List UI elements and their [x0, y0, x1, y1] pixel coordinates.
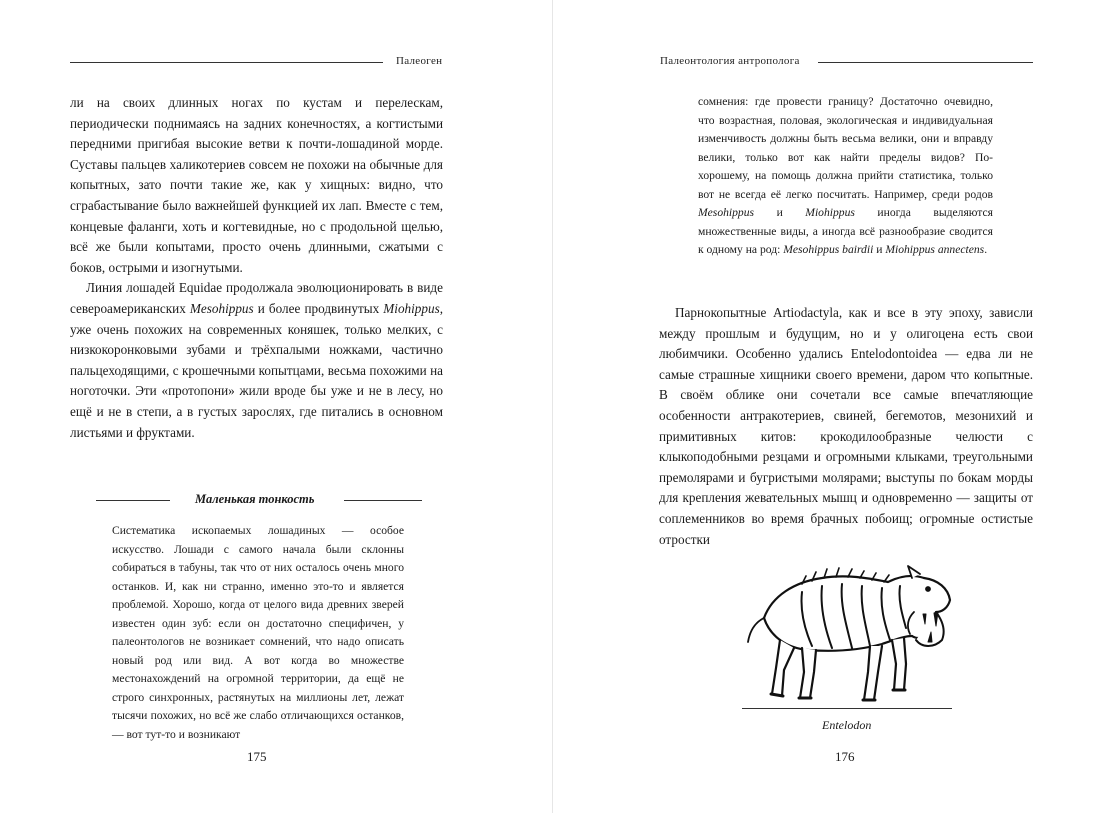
- italic-text: Miohippus: [805, 206, 855, 219]
- paragraph: [112, 522, 404, 744]
- text-run: Линия лошадей Equidae продолжала эволюционировать в виде североамериканских: [70, 280, 443, 316]
- text-run: и более продвинутых: [253, 300, 384, 316]
- left-sidebar-box-text: [112, 522, 404, 744]
- text-run: Систематика ископаемых лошадиных — особое искусство. Лошади с самого начала были склонны собираться в табуны, так что от них осталось очень много останков. И, как ни странно, именно это-то и является проблемой. Хорошо, когда от целого вида древних зверей известен один зуб: если он достаточно специфичен, у палеонтологов не возникает сомнений, что надо описать новый род или вид. А вот когда во множестве местонахождений на огромной территории, да ещё не строго синхронных, растянутых на миллионы лет, лежат тысячи похожих, но всё же слабо отличающихся останков, — вот тут-то и возникают: [112, 524, 404, 741]
- italic-text: Mesohippus: [698, 206, 755, 219]
- right-page-number: 176: [835, 749, 855, 764]
- left-header-rule: [70, 62, 383, 63]
- right-main-text: [659, 303, 1033, 550]
- text-run: .: [984, 243, 988, 256]
- right-header-rule: [818, 62, 1033, 63]
- entelodon-illustration: [742, 556, 957, 706]
- text-run: и: [873, 243, 886, 256]
- figure-caption: Entelodon: [822, 718, 872, 732]
- italic-text: Miohippus: [383, 300, 440, 316]
- paragraph: [659, 303, 1033, 550]
- figure-rule: [742, 708, 952, 709]
- text-run: Парнокопытные Artiodactyla, как и все в эту эпоху, зависли между прошлым и будущим, но и у олигоцена есть свои любимчики. Особенно удались Entelodontoidea — едва ли не самые страшные хищники своего времени, даром что копытные. В своём облике они сочетали все самые впечатляющие особенности антракотериев, свиней, бегемотов, мезонихий и примитивных китов: крокодилообразные челюсти с клыкоподобными резцами и огромными клыками, треугольными премолярами и бугристыми молярами; выступы по бокам морды для крепления жевательных мышц и одновременно — защиты от соплеменников во время брачных побоищ; огромные остистые отростки: [659, 305, 1033, 547]
- text-run: и: [754, 206, 806, 219]
- right-running-head: Палеонтология антрополога: [660, 55, 800, 67]
- text-run: иногда выделяются множественные виды, а иногда всё разнообразие сводится к одному на род:: [698, 206, 993, 256]
- text-run: , уже очень похожих на современных коняшек, только мелких, с низкокоронковыми зубами и трёхпалыми ножками, частично пальцеходящими, с крошечными копытцами, весьма похожими на ноготочки. Эти «протопони» жили вроде бы уже и не в лесу, но ещё и не в степи, а в густых зарослях, где питались в основном листьями и фруктами.: [70, 300, 444, 440]
- right-sidebar-box-text: [698, 93, 993, 260]
- box-title-rule-right: [344, 500, 422, 501]
- italic-text: Miohippus annectens: [885, 243, 985, 256]
- text-run: ли на своих длинных ногах по кустам и перелескам, периодически поднимаясь на задних конечностях, а когтистыми передними пригибая высокие ветви к почти-лошадиной морде. Суставы пальцев халикотериев совсем не похожи на обычные для копытных, зато почти такие же, как у хищных: видно, что сграбастывание было важнейшей функцией их лап. Вместе с тем, концевые фаланги, хоть и когтевидные, но с продольной щелью, всё же были копытами, просто очень длинными, сжатыми с боков, острыми и изогнутыми.: [70, 95, 443, 275]
- left-main-text: [70, 93, 443, 443]
- left-page-number: 175: [247, 749, 267, 764]
- entelodon-body: [748, 566, 950, 700]
- left-running-head: Палеоген: [396, 55, 443, 67]
- text-run: сомнения: где провести границу? Достаточно очевидно, что возрастная, половая, экологическая и индивидуальная изменчивость должны быть весьма велики, они и вправду велики, только вот как найти пределы видов? По-хорошему, на помощь должна прийти статистика, только вот не всегда её легко посчитать. Например, среди родов: [698, 95, 993, 201]
- box-title-rule-left: [96, 500, 170, 501]
- box-title: Маленькая тонкость: [195, 492, 315, 506]
- italic-text: Mesohippus bairdii: [783, 243, 874, 256]
- paragraph: [70, 278, 443, 443]
- italic-text: Mesohippus: [189, 300, 254, 316]
- paragraph: [70, 93, 443, 278]
- paragraph: [698, 93, 993, 260]
